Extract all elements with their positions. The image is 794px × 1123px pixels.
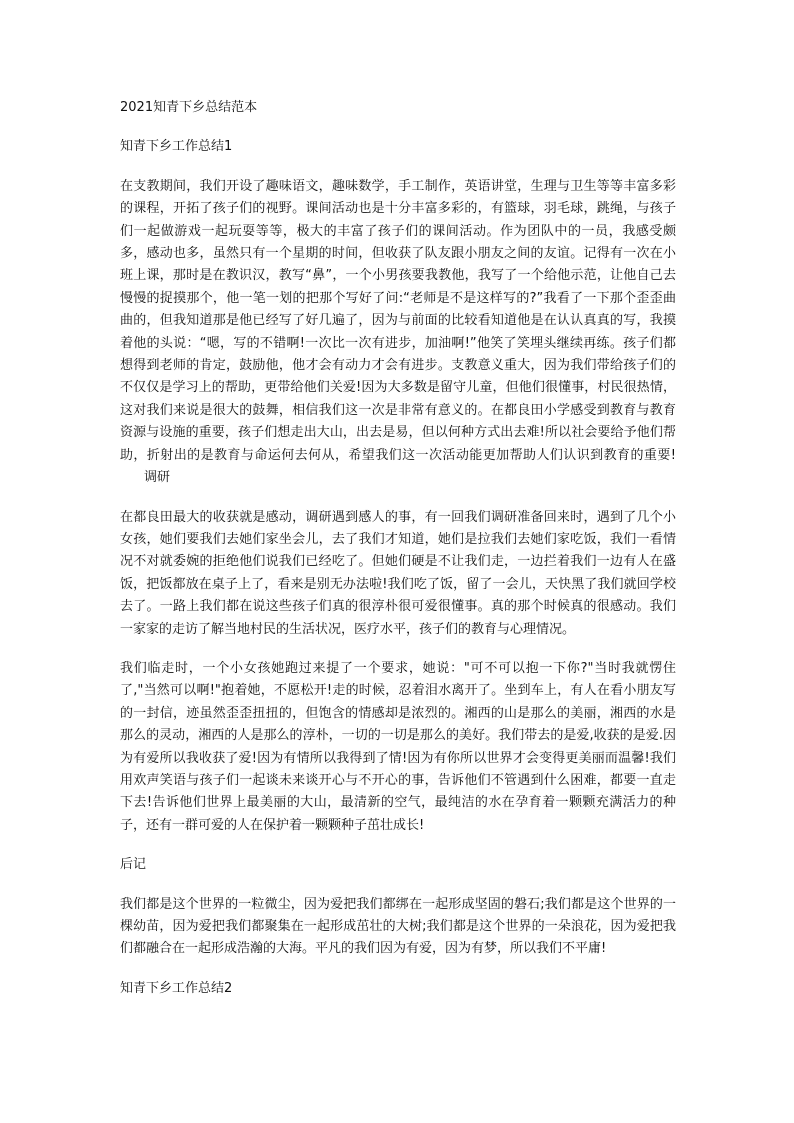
document-title: 2021知青下乡总结范本 xyxy=(120,100,258,115)
paragraph-teaching xyxy=(120,176,676,490)
research-label: 调研 xyxy=(144,470,171,486)
section-heading-1: 知青下乡工作总结1 xyxy=(120,139,233,155)
paragraph-farewell: 我们临走时，一个小女孩她跑过来提了一个要求，她说："可不可以抱一下你?"当时我就愣住了,"当然可以啊!"抱着她，不愿松开!走的时候，忍着泪水离开了。坐到车上，有人在看小朋友写的一封信，迹虽然歪歪扭扭的，但饱含的情感却是浓烈的。湘西的山是那么的美丽，湘西的水是那么的灵动，湘西的人是那么的淳朴，一切的一切是那么的美好。我们带去的是爱,收获的是爱.因为有爱所以我收获了爱!因为有情所以我得到了情!因为有你所以世界才会变得更美丽而温馨!我们用欢声笑语与孩子们一起谈未来谈开心与不开心的事，告诉他们不管遇到什么困难，都要一直走下去!告诉他们世界上最美丽的大山，最清新的空气，最纯洁的水在孕育着一颗颗充满活力的种子，还有一群可爱的人在保护着一颗颗种子茁壮成长! xyxy=(120,660,676,833)
section-heading-2: 知青下乡工作总结2 xyxy=(120,980,233,996)
paragraph-afterword: 我们都是这个世界的一粒微尘，因为爱把我们都绑在一起形成坚固的磐石;我们都是这个世界的一棵幼苗，因为爱把我们都聚集在一起形成茁壮的大树;我们都是这个世界的一朵浪花，因为爱把我们都融合在一起形成浩瀚的大海。平凡的我们因为有爱，因为有梦，所以我们不平庸! xyxy=(120,896,676,957)
afterword-heading: 后记 xyxy=(120,857,147,873)
document-body xyxy=(120,97,676,1017)
paragraph-research: 在都良田最大的收获就是感动，调研遇到感人的事，有一回我们调研准备回来时，遇到了几个小女孩，她们要我们去她们家坐会儿，去了我们才知道，她们是拉我们去她们家吃饭，我们一看情况不对就委婉的拒绝他们说我们已经吃了。但她们硬是不让我们走，一边拦着我们一边有人在盛饭，把饭都放在桌子上了，看来是别无办法啦!我们吃了饭，留了一会儿，天快黑了我们就回学校去了。一路上我们都在说这些孩子们真的很淳朴很可爱很懂事。真的那个时候真的很感动。我们一家家的走访了解当地村民的生活状况，医疗水平，孩子们的教育与心理情况。 xyxy=(120,509,676,637)
paragraph-teaching-text: 在支教期间，我们开设了趣味语文，趣味数学，手工制作，英语讲堂，生理与卫生等等丰富多彩的课程，开拓了孩子们的视野。课间活动也是十分丰富多彩的，有篮球，羽毛球，跳绳，与孩子们一起做游戏一起玩耍等等，极大的丰富了孩子们的课间活动。作为团队中的一员，我感受颇多，感动也多，虽然只有一个星期的时间，但收获了队友跟小朋友之间的友谊。记得有一次在小班上课，那时是在教识汉，教写“鼻”，一个小男孩要我教他，我写了一个给他示范，让他自己去慢慢的捉摸那个，他一笔一划的把那个写好了问:“老师是不是这样写的?”我看了一下那个歪歪曲曲的，但我知道那是他已经写了好几遍了，因为与前面的比较看知道他是在认认真真的写，我摸着他的头说：“嗯，写的不错啊!一次比一次有进步，加油啊!”他笑了笑埋头继续再练。孩子们都想得到老师的肯定，鼓励他，他才会有动力才会有进步。支教意义重大，因为我们带给孩子们的不仅仅是学习上的帮助，更带给他们关爱!因为大多数是留守儿童，但他们很懂事，村民很热情，这对我们来说是很大的鼓舞，相信我们这一次是非常有意义的。在都良田小学感受到教育与教育资源与设施的重要，孩子们想走出大山，出去是易，但以何种方式出去难!所以社会要给予他们帮助，折射出的是教育与命运何去何从，希望我们这一次活动能更加帮助人们认识到教育的重要! xyxy=(120,178,676,463)
